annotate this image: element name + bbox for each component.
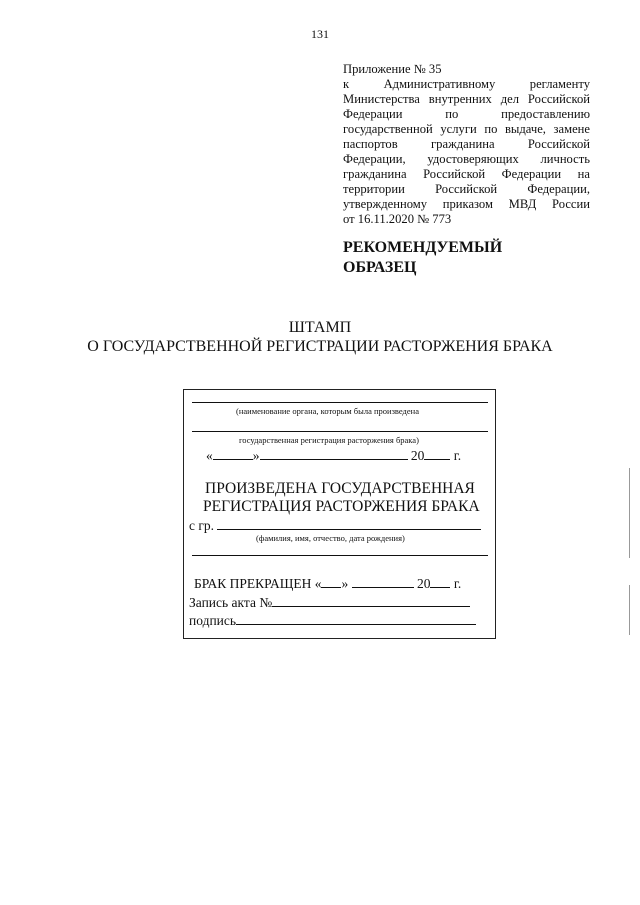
citizen-caption: (фамилия, имя, отчество, дата рождения) xyxy=(256,533,405,543)
month-blank xyxy=(260,448,408,460)
stamp-box xyxy=(183,389,496,639)
terminated-day-blank xyxy=(321,576,341,588)
terminated-year-blank xyxy=(430,576,450,588)
appendix-line: к Административному регламенту xyxy=(343,77,590,91)
appendix-block xyxy=(343,62,590,227)
day-blank xyxy=(213,448,253,460)
appendix-line: утвержденному приказом МВД России xyxy=(343,197,590,211)
marriage-terminated-row xyxy=(194,576,461,592)
appendix-line: Министерства внутренних дел Российской xyxy=(343,92,590,106)
registration-heading: ПРОИЗВЕДЕНА ГОСУДАРСТВЕННАЯ xyxy=(205,480,475,497)
terminated-close-quote: » xyxy=(341,576,349,591)
terminated-suffix: г. xyxy=(453,576,462,591)
appendix-line: государственной услуги по выдаче, замене xyxy=(343,122,590,136)
citizen-blank xyxy=(217,518,481,530)
date-close-quote: » xyxy=(252,448,260,463)
stamp-subtitle: О ГОСУДАРСТВЕННОЙ РЕГИСТРАЦИИ РАСТОРЖЕНИЯ БРАКА xyxy=(87,338,553,355)
year-suffix: г. xyxy=(453,448,462,463)
recommended-sample-label xyxy=(343,238,502,278)
margin-mark xyxy=(629,468,630,558)
citizen-row xyxy=(189,518,481,534)
appendix-line: паспортов гражданина Российской xyxy=(343,137,590,151)
recommended-line: РЕКОМЕНДУЕМЫЙ xyxy=(343,239,503,256)
terminated-year: 20 xyxy=(416,576,431,591)
authority-caption-2: государственная регистрация расторжения брака) xyxy=(239,435,419,445)
authority-line xyxy=(192,402,488,403)
appendix-line: территории Российской Федерации, xyxy=(343,182,590,196)
signature-row xyxy=(189,613,476,629)
citizen-label: с гр. xyxy=(189,518,215,533)
signature-blank xyxy=(236,613,476,625)
terminated-label: БРАК ПРЕКРАЩЕН « xyxy=(194,576,322,591)
terminated-month-blank xyxy=(352,576,414,588)
stamp-title: ШТАМП xyxy=(288,319,352,336)
appendix-order-date: от 16.11.2020 № 773 xyxy=(343,212,452,226)
citizen-line-2 xyxy=(192,555,488,556)
appendix-line: Федерации, удостоверяющих личность xyxy=(343,152,590,166)
appendix-line: Федерации по предоставлению xyxy=(343,107,590,121)
year-blank xyxy=(424,448,450,460)
record-row xyxy=(189,595,470,611)
appendix-line: гражданина Российской Федерации на xyxy=(343,167,590,181)
date-open-quote: « xyxy=(206,448,213,463)
signature-label: подпись xyxy=(189,613,237,628)
registration-heading-2: РЕГИСТРАЦИЯ РАСТОРЖЕНИЯ БРАКА xyxy=(203,498,480,515)
year-prefix: 20 xyxy=(410,448,425,463)
sample-line: ОБРАЗЕЦ xyxy=(343,259,417,276)
record-label: Запись акта № xyxy=(189,595,273,610)
authority-line-2 xyxy=(192,431,488,432)
record-blank xyxy=(272,595,470,607)
page-number: 131 xyxy=(311,27,329,41)
margin-mark xyxy=(629,585,630,635)
registration-date-row xyxy=(206,448,461,464)
authority-caption: (наименование органа, которым была произведена xyxy=(236,406,419,416)
appendix-title: Приложение № 35 xyxy=(343,62,442,76)
